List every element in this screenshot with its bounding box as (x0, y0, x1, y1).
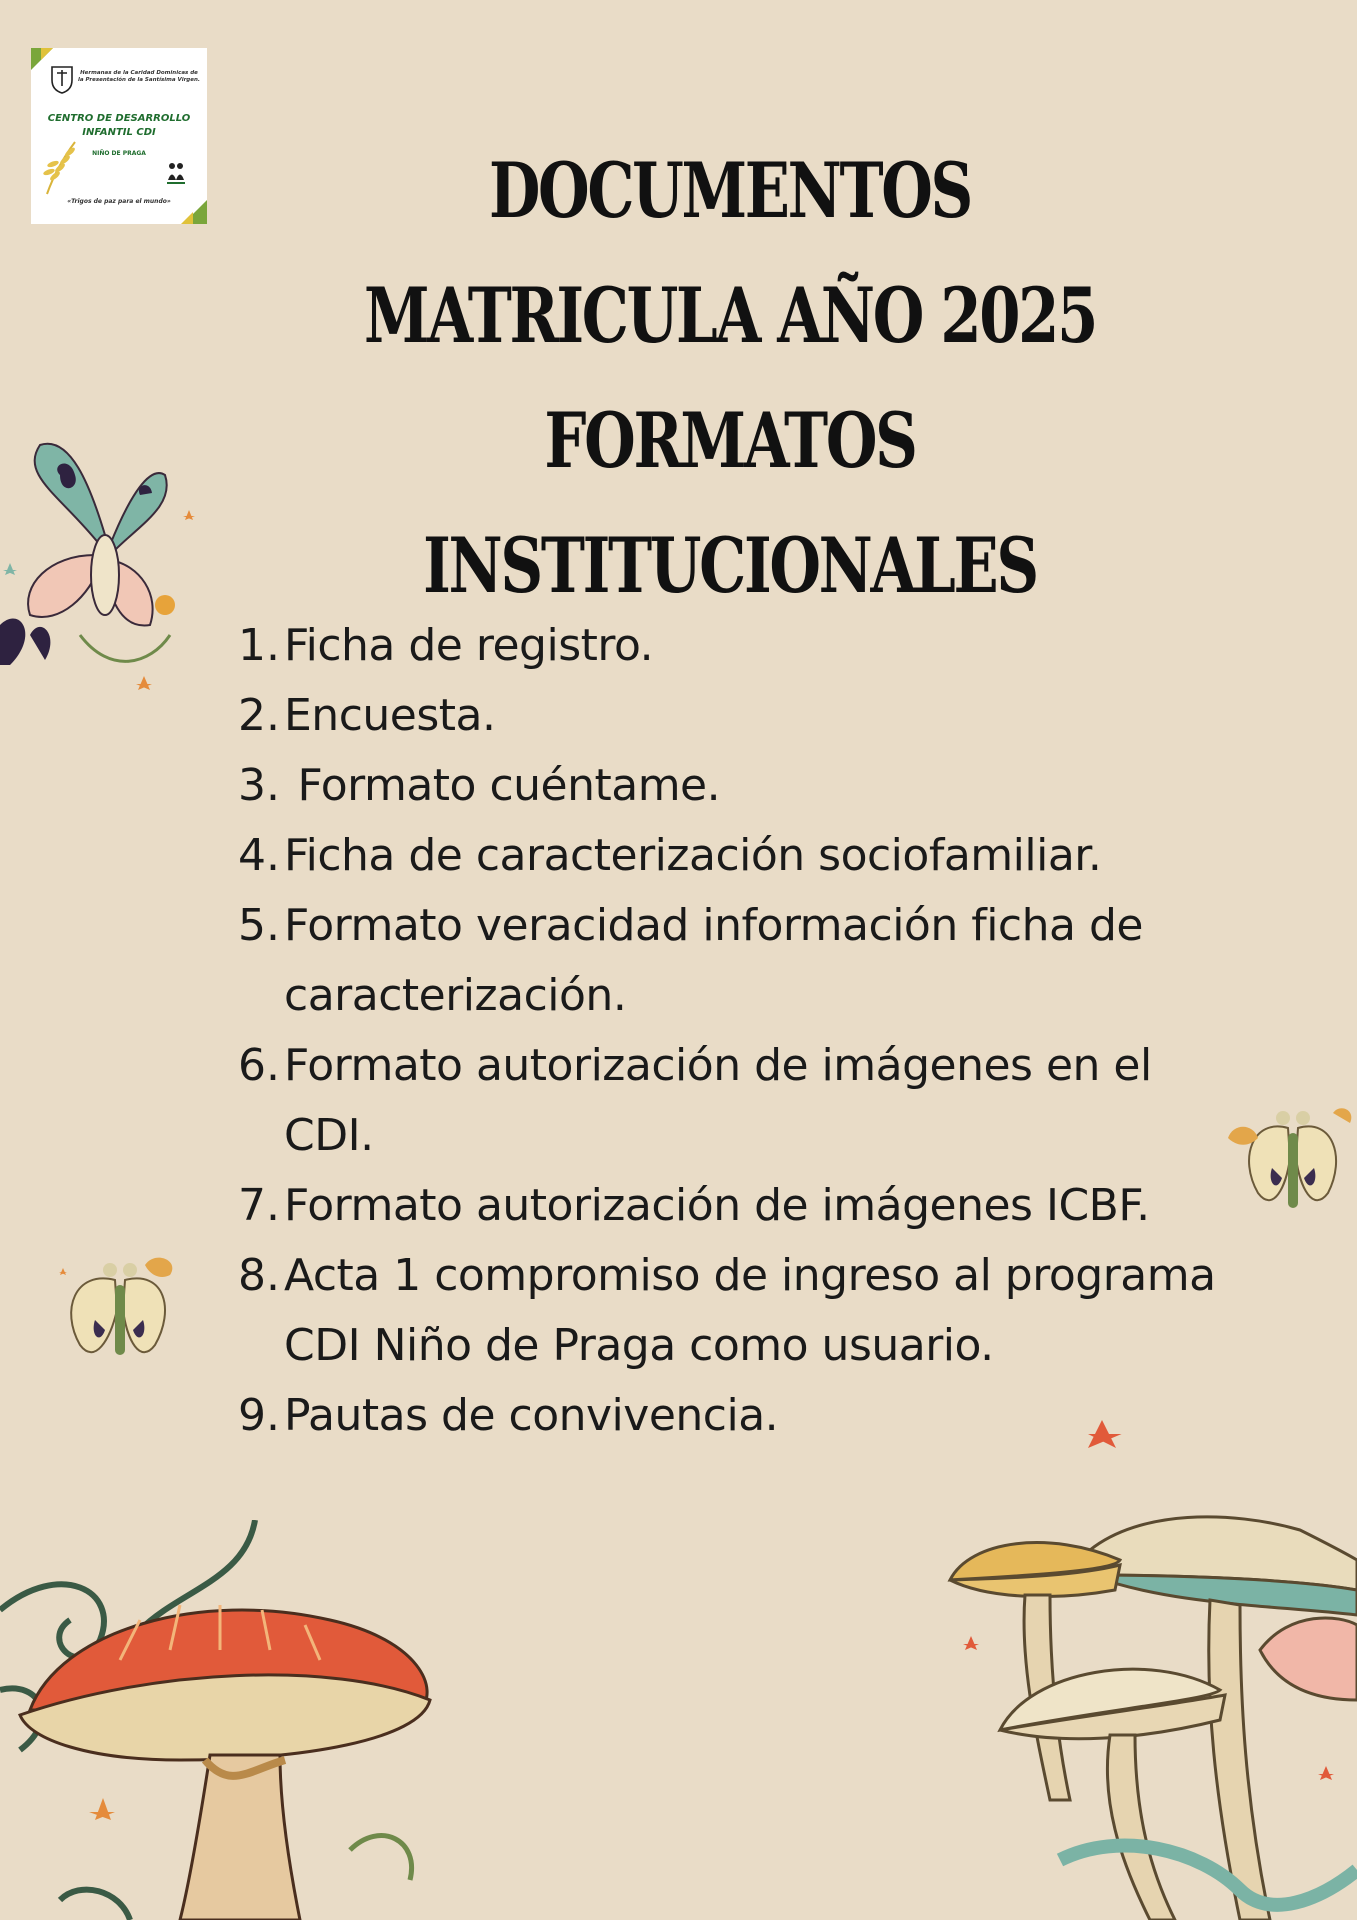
list-item-text: Formato veracidad información ficha de caracterización. (284, 900, 1143, 1021)
list-item (238, 611, 1248, 681)
family-icon (165, 160, 187, 188)
logo-corner-decoration (41, 48, 53, 60)
list-item (238, 891, 1248, 1031)
list-item-number: 9. (238, 1390, 280, 1441)
list-item-number: 6. (238, 1040, 280, 1091)
list-item-text: Pautas de convivencia. (284, 1390, 779, 1441)
list-item (238, 1241, 1248, 1381)
mushroom-illustration (0, 1520, 450, 1920)
list-item (238, 751, 1248, 821)
list-item (238, 681, 1248, 751)
list-item-text: Acta 1 compromiso de ingreso al programa CDI Niño de Praga como usuario. (284, 1250, 1216, 1371)
wheat-icon (41, 136, 81, 196)
shield-icon (51, 66, 73, 94)
page-title: DOCUMENTOS MATRICULA AÑO 2025 FORMATOS INSTITUCIONALES (363, 146, 1096, 610)
list-item-text: Formato autorización de imágenes en el CDI. (284, 1040, 1152, 1161)
list-item-number: 2. (238, 690, 280, 741)
logo-subtitle: NIÑO DE PRAGA (92, 150, 146, 157)
list-item (238, 1171, 1248, 1241)
list-item (238, 1031, 1248, 1171)
moth-illustration (1228, 1098, 1357, 1233)
list-item-number: 4. (238, 830, 280, 881)
moth-illustration (55, 1250, 185, 1380)
logo-congregation: Hermanas de la Caridad Dominicas de la Presentación de la Santísima Virgen. (78, 70, 200, 83)
list-item-text: Ficha de registro. (284, 620, 654, 671)
cdi-logo (31, 48, 207, 224)
list-item-text: Ficha de caracterización sociofamiliar. (284, 830, 1102, 881)
logo-motto: «Trigos de paz para el mundo» (67, 198, 171, 205)
butterfly-illustration (0, 435, 200, 695)
list-item-text: Encuesta. (284, 690, 496, 741)
list-item-number: 8. (238, 1250, 280, 1301)
list-item-number: 5. (238, 900, 280, 951)
list-item (238, 821, 1248, 891)
list-item-number: 3. (238, 760, 280, 811)
list-item-number: 1. (238, 620, 280, 671)
list-item-text: Formato autorización de imágenes ICBF. (284, 1180, 1150, 1231)
logo-name: CENTRO DE DESARROLLO INFANTIL CDI (47, 113, 191, 138)
logo-corner-decoration (181, 212, 193, 224)
list-item-text: Formato cuéntame. (284, 760, 721, 811)
list-item-number: 7. (238, 1180, 280, 1231)
document-list (238, 611, 1248, 1451)
mushroom-cluster-illustration (940, 1400, 1357, 1920)
